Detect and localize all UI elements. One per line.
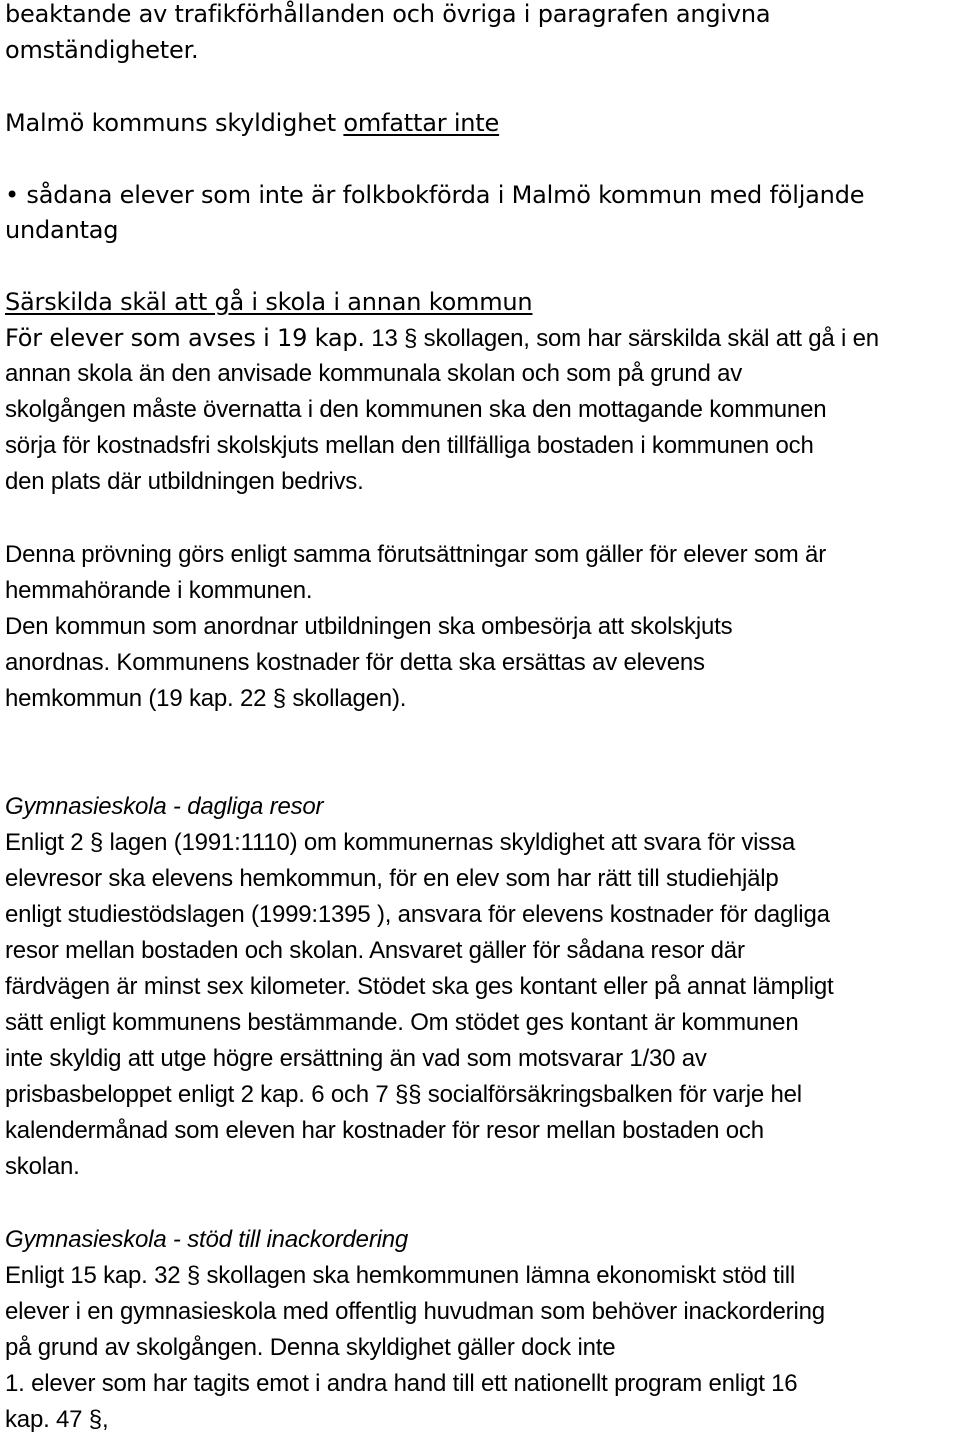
heading-underlined-text: omfattar inte [343,109,500,137]
text-segment: För elever som avses i 19 kap. [5,324,365,352]
text-line: sörja för kostnadsfri skolskjuts mellan den tillfälliga bostaden i kommunen och [5,432,814,459]
text-line: beaktande av trafikförhållanden och övriga i paragrafen angivna [5,0,771,28]
subheading: Särskilda skäl att gå i skola i annan kommun [5,288,533,316]
heading-text: Malmö kommuns skyldighet [5,109,344,137]
text-line: kalendermånad som eleven har kostnader för resor mellan bostaden och [5,1117,764,1144]
text-line: anordnas. Kommunens kostnader för detta ska ersättas av elevens [5,649,705,676]
section-heading [5,105,499,141]
text-line: på grund av skolgången. Denna skyldighet gäller dock inte [5,1334,616,1361]
text-line: Enligt 2 § lagen (1991:1110) om kommunernas skyldighet att svara för vissa [5,829,796,856]
text-line [5,320,879,357]
text-line: resor mellan bostaden och skolan. Ansvaret gäller för sådana resor där [5,937,745,964]
section-heading: Gymnasieskola - dagliga resor [5,793,324,820]
text-line: hemkommun (19 kap. 22 § skollagen). [5,685,407,712]
bullet-item: • sådana elever som inte är folkbokförda i Malmö kommun med följande [5,181,865,209]
text-line: Enligt 15 kap. 32 § skollagen ska hemkommunen lämna ekonomiskt stöd till [5,1262,796,1289]
text-segment: 13 § skollagen, som har särskilda skäl att gå i en [364,325,879,352]
text-line: annan skola än den anvisade kommunala skolan och som på grund av [5,360,743,387]
section-heading: Gymnasieskola - stöd till inackordering [5,1226,409,1253]
text-line: skolgången måste övernatta i den kommunen ska den mottagande kommunen [5,396,827,423]
text-line: elever i en gymnasieskola med offentlig huvudman som behöver inackordering [5,1298,825,1325]
text-line: hemmahörande i kommunen. [5,577,313,604]
text-line: Denna prövning görs enligt samma förutsättningar som gäller för elever som är [5,541,826,568]
text-line: Den kommun som anordnar utbildningen ska ombesörja att skolskjuts [5,613,733,640]
text-line: inte skyldig att utge högre ersättning än vad som motsvarar 1/30 av [5,1045,707,1072]
text-line: den plats där utbildningen bedrivs. [5,468,364,495]
list-item: 1. elever som har tagits emot i andra hand till ett nationellt program enligt 16 [5,1370,798,1397]
text-line: elevresor ska elevens hemkommun, för en elev som har rätt till studiehjälp [5,865,779,892]
text-line: färdvägen är minst sex kilometer. Stödet ska ges kontant eller på annat lämpligt [5,973,834,1000]
text-line: prisbasbeloppet enligt 2 kap. 6 och 7 §§ socialförsäkringsbalken för varje hel [5,1081,802,1108]
text-line: sätt enligt kommunens bestämmande. Om stödet ges kontant är kommunen [5,1009,799,1036]
text-line: omständigheter. [5,36,199,64]
text-line: kap. 47 §, [5,1406,109,1433]
text-line: undantag [5,216,119,244]
text-line: enligt studiestödslagen (1999:1395 ), ansvara för elevens kostnader för dagliga [5,901,830,928]
text-line: skolan. [5,1153,80,1180]
